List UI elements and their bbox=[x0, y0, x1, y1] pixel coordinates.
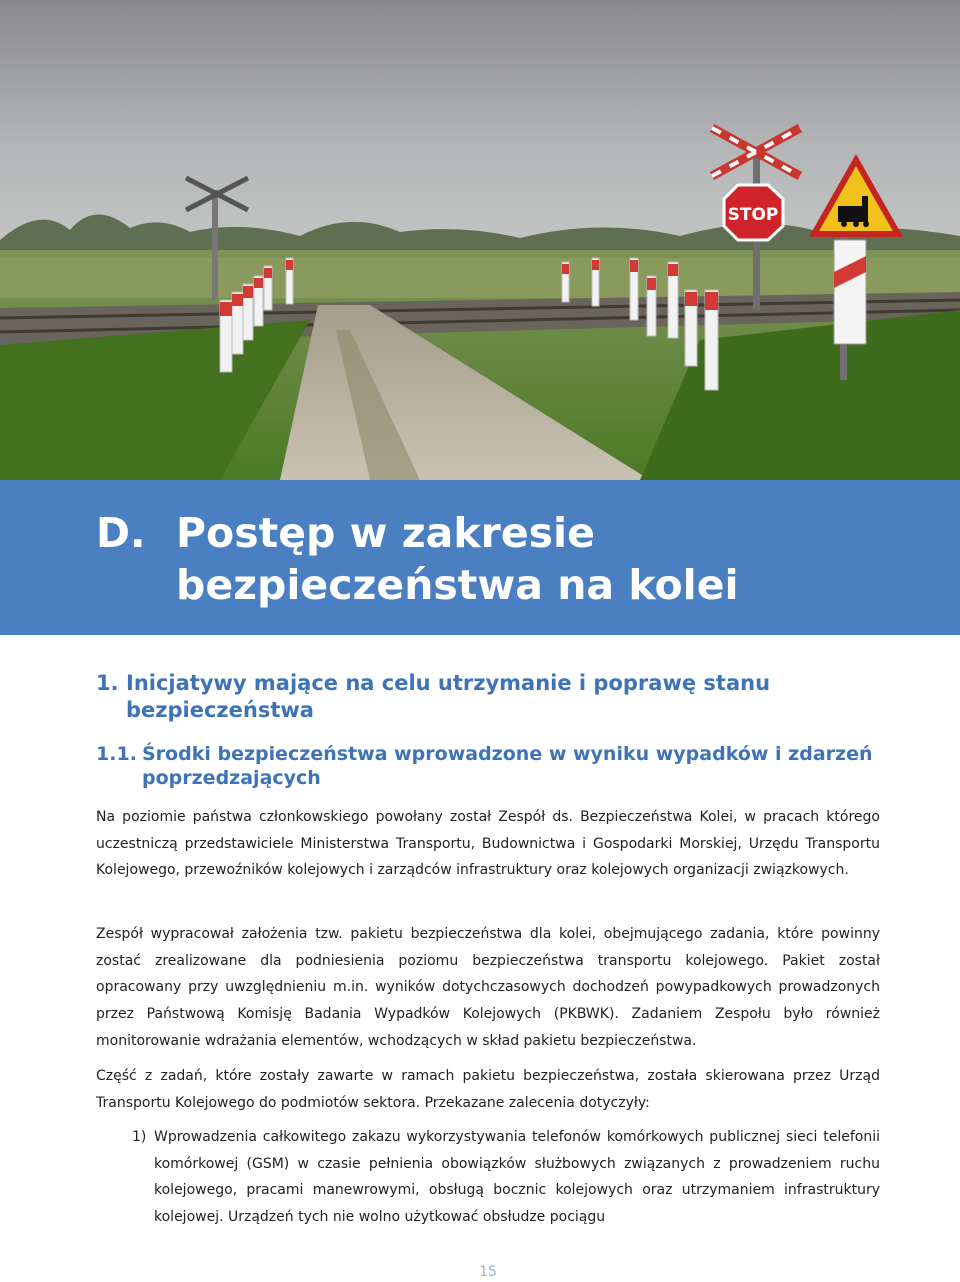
stop-sign-text: STOP bbox=[727, 205, 779, 225]
chapter-banner bbox=[0, 480, 960, 635]
section-number: 1. bbox=[96, 671, 119, 695]
chapter-letter: D. bbox=[96, 509, 146, 557]
list-item-text: Wprowadzenia całkowitego zakazu wykorzystywania telefonów komórkowych publicznej sieci telefonii komórkowej (GSM) w czasie pełnienia obowiązków służbowych związanych z prowadzeniem ruchu kolejowego, pracami manewrowymi, obsługą bocznic kolejowych oraz utrzymaniem infrastruktury kolejowej. Urządzeń tych nie wolno użytkować obsłudze pociągu bbox=[154, 1129, 880, 1226]
section-title: Inicjatywy mające na celu utrzymanie i poprawę stanu bezpieczeństwa bbox=[126, 671, 771, 722]
header-photo bbox=[0, 0, 960, 480]
body-paragraph: Zespół wypracował założenia tzw. pakietu bezpieczeństwa dla kolei, obejmującego zadania, które powinny zostać zrealizowane dla podniesienia poziomu bezpieczeństwa transportu kolejowego. Pakiet został opracowany przy uwzględnieniu m.in. wyników dotychczasowych dochodzeń powypadkowych prowadzonych przez Państwową Komisję Badania Wypadków Kolejowych (PKBWK). Zadaniem Zespołu było również monitorowanie wdrażania elementów, wchodzących w skład pakietu bezpieczeństwa. bbox=[96, 926, 880, 1049]
list-item-marker: 1) bbox=[132, 1129, 147, 1145]
railway-crossing-illustration bbox=[0, 0, 960, 480]
body-paragraph: Na poziomie państwa członkowskiego powołany został Zespół ds. Bezpieczeństwa Kolei, w pracach którego uczestniczą przedstawiciele Ministerstwa Transportu, Budownictwa i Gospodarki Morskiej, Urzędu Transportu Kolejowego, przewoźników kolejowych i zarządców infrastruktury oraz kolejowych organizacji związkowych. bbox=[96, 809, 880, 879]
page-number: 15 bbox=[479, 1264, 497, 1280]
body-paragraph: Część z zadań, które zostały zawarte w ramach pakietu bezpieczeństwa, została skierowana przez Urząd Transportu Kolejowego do podmiotów sektora. Przekazane zalecenia dotyczyły: bbox=[96, 1068, 880, 1111]
chapter-title: Postęp w zakresie bezpieczeństwa na kolei bbox=[176, 509, 739, 609]
subsection-number: 1.1. bbox=[96, 743, 137, 765]
subsection-title: Środki bezpieczeństwa wprowadzone w wyniku wypadków i zdarzeń poprzedzających bbox=[142, 743, 873, 789]
